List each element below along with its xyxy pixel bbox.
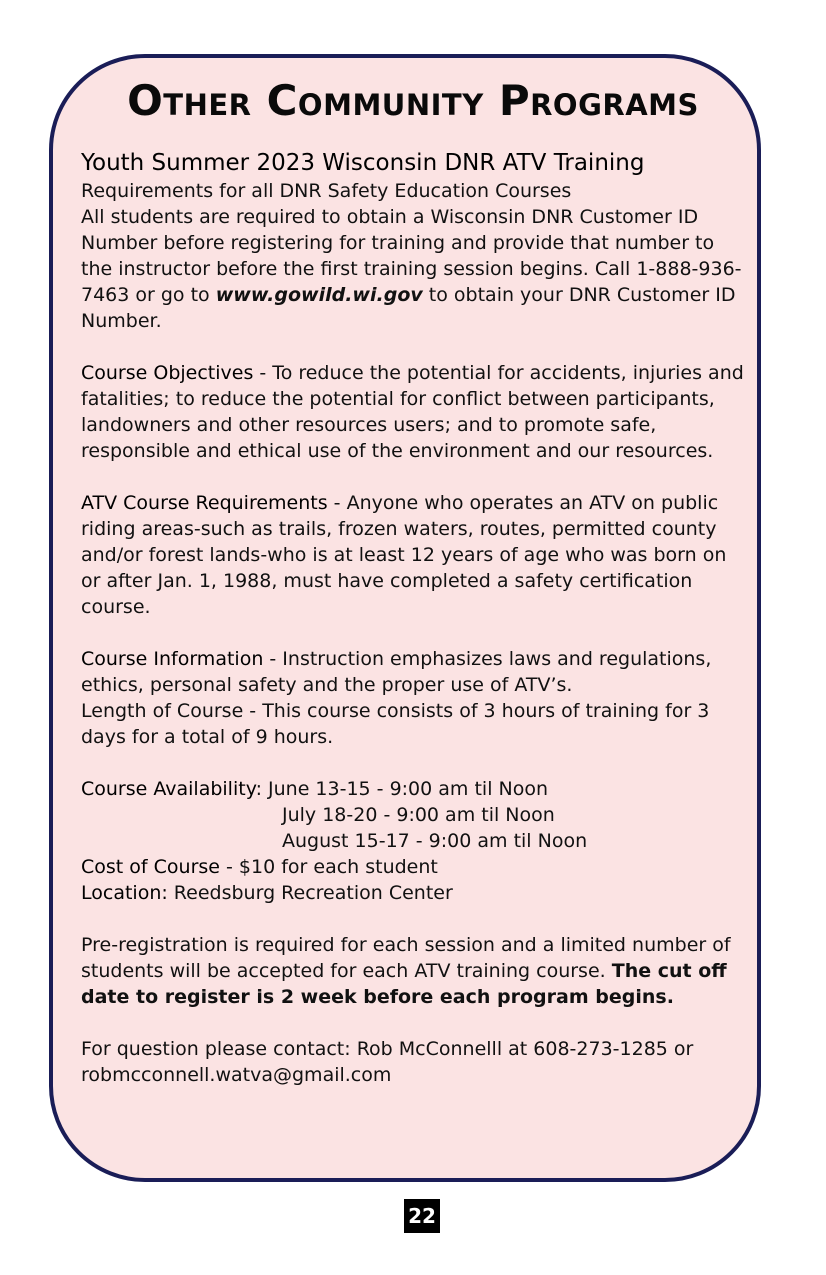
availability-line: [81, 776, 751, 802]
contact-paragraph: For question please contact: Rob McConnelll at 608-273-1285 or robmcconnell.watva@gmail.com: [81, 1038, 694, 1086]
intro-text: All students are required to obtain a Wisconsin DNR Customer ID Number before registering for training and provide that number to the instructor before the first training session begins. Call 1-888-936-7463 or go to: [81, 206, 742, 306]
location-line: [81, 880, 751, 906]
course-info-paragraph: [81, 646, 751, 698]
cutoff-notice: The cut off date to register is 2 week before each program begins.: [81, 960, 727, 1008]
requirements-header: Requirements for all DNR Safety Education Courses: [81, 180, 572, 202]
session-1: : June 13-15 - 9:00 am til Noon: [255, 778, 549, 800]
atv-requirements-paragraph: [81, 490, 751, 620]
session-3: August 15-17 - 9:00 am til Noon: [282, 830, 588, 852]
course-info-text: - Instruction emphasizes laws and regulations, ethics, personal safety and the proper use of ATV’s.: [81, 648, 712, 696]
location-text: Reedsburg Recreation Center: [167, 882, 453, 904]
page-title: Other Community Programs: [127, 76, 699, 125]
objectives-text: - To reduce the potential for accidents, injuries and fatalities; to reduce the potential for conflict between participants, landowners and other resources users; and to promote safe, responsible and ethical use of the environment and our resources.: [81, 362, 744, 462]
program-content: [81, 148, 751, 1088]
objectives-paragraph: [81, 360, 751, 464]
intro-text-end: to obtain your DNR Customer ID Number.: [81, 284, 736, 332]
availability-label: Course Availability: [81, 778, 256, 800]
gowild-link[interactable]: www.gowild.wi.gov: [215, 284, 423, 306]
page-number-badge: 22: [404, 1199, 440, 1233]
program-subheading: Youth Summer 2023 Wisconsin DNR ATV Training: [81, 150, 645, 176]
cost-line: [81, 854, 751, 880]
course-info-label: Course Information: [81, 648, 264, 670]
atv-requirements-label: ATV Course Requirements: [81, 492, 328, 514]
session-2: July 18-20 - 9:00 am til Noon: [282, 804, 555, 826]
objectives-label: Course Objectives: [81, 362, 254, 384]
cost-label: Cost of Course: [81, 856, 220, 878]
atv-requirements-text: - Anyone who operates an ATV on public riding areas-such as trails, frozen waters, routes, permitted county and/or forest lands-who is at least 12 years of age who was born on or after Jan. 1, 1988, must have completed a safety certification course.: [81, 492, 727, 618]
location-label: Location:: [81, 882, 168, 904]
preregistration-text: Pre-registration is required for each session and a limited number of students will be accepted for each ATV training course.: [81, 934, 731, 982]
preregistration-paragraph: [81, 932, 751, 1010]
intro-paragraph: [81, 204, 751, 334]
course-length: Length of Course - This course consists of 3 hours of training for 3 days for a total of 9 hours.: [81, 700, 710, 748]
cost-text: - $10 for each student: [219, 856, 438, 878]
